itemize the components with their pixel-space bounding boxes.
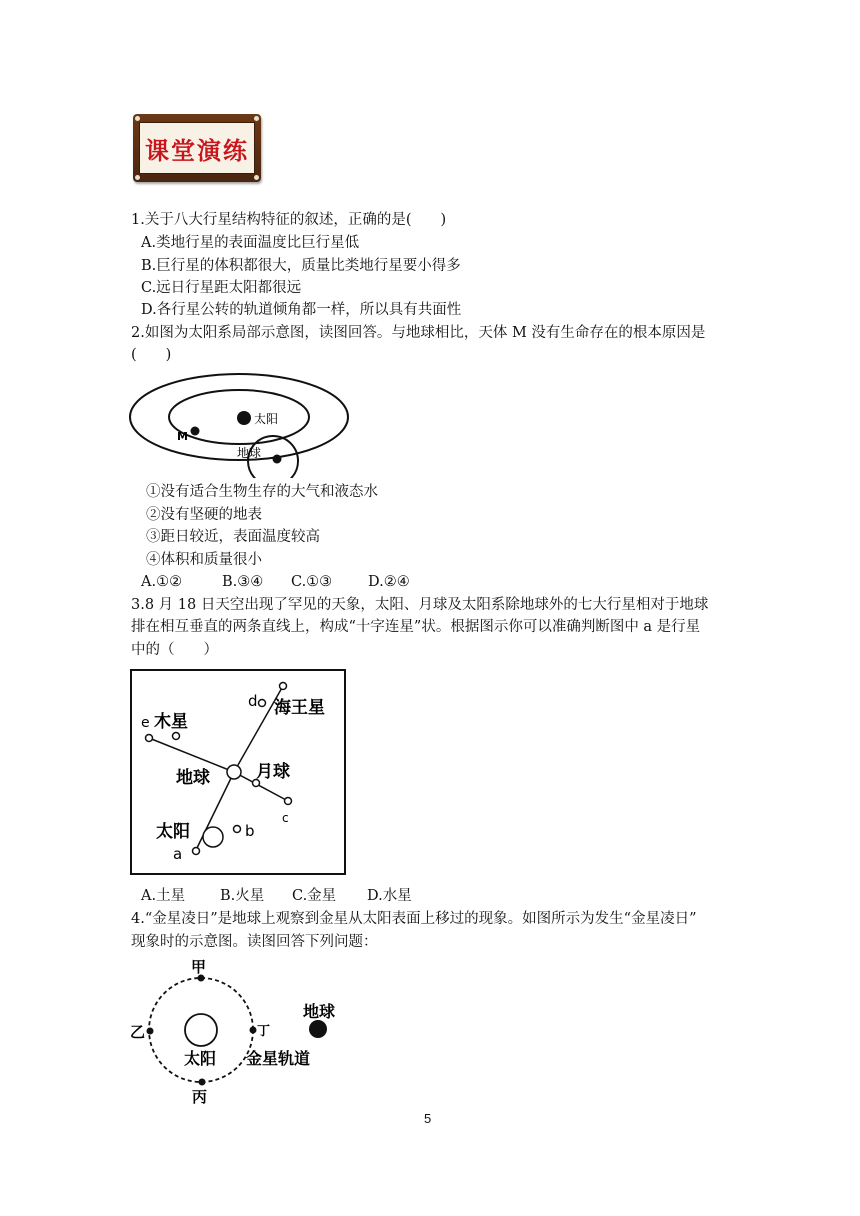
sun-label: 太阳 <box>254 412 279 426</box>
page-number: 5 <box>424 1111 432 1126</box>
d-top-marker <box>280 683 287 690</box>
d-label: d <box>248 692 258 710</box>
q2-stem-line2: ( ) <box>131 347 172 363</box>
section-banner <box>133 114 261 182</box>
q2-option-a: A.①② <box>141 574 183 590</box>
earth-label: 地球 <box>176 768 210 788</box>
q3-option-c: C.金星 <box>292 888 337 904</box>
q3-stem-line3: 中的（ ） <box>131 642 218 658</box>
jupiter-label: 木星 <box>154 712 188 732</box>
q3-option-b: B.火星 <box>220 888 265 904</box>
sun-marker <box>237 411 251 425</box>
q1-stem: 1.关于八大行星结构特征的叙述，正确的是( ) <box>131 212 447 228</box>
yi-marker <box>147 1028 154 1035</box>
sun-label: 太阳 <box>156 822 190 842</box>
banner-title: 课堂演练 <box>145 136 249 165</box>
b-label: b <box>245 822 255 840</box>
moon-label: 月球 <box>256 762 290 782</box>
jupiter-marker <box>173 733 180 740</box>
orbit-label: 金星轨道 <box>246 1049 311 1068</box>
q2-statement-3: ③距日较近，表面温度较高 <box>146 529 320 545</box>
c-marker <box>285 798 292 805</box>
venus-transit-diagram <box>128 954 348 1104</box>
m-label: M <box>177 430 188 443</box>
q4-stem-line2: 现象时的示意图。读图回答下列问题： <box>131 934 378 950</box>
cross-alignment-diagram <box>130 669 346 875</box>
jia-label: 甲 <box>191 958 207 976</box>
earth-marker <box>273 455 282 464</box>
ding-label: 丁 <box>257 1024 271 1039</box>
sun-marker <box>203 827 223 847</box>
q4-stem-line1: 4.“金星凌日”是地球上观察到金星从太阳表面上移过的现象。如图所示为发生“金星凌日” <box>131 911 697 927</box>
q1-option-a: A.类地行星的表面温度比巨行星低 <box>141 235 360 251</box>
yi-label: 乙 <box>130 1023 146 1041</box>
q1-option-d: D.各行星公转的轨道倾角都一样，所以具有共面性 <box>141 302 462 318</box>
a-label: a <box>173 845 183 863</box>
earth-label: 地球 <box>237 446 262 460</box>
m-marker <box>191 427 200 436</box>
neptune-label: 海王星 <box>274 698 325 718</box>
q2-stem-line1: 2.如图为太阳系局部示意图，读图回答。与地球相比，天体 M 没有生命存在的根本原因是 <box>131 325 706 341</box>
q3-stem-line1: 3.8 月 18 日天空出现了罕见的天象，太阳、月球及太阳系除地球外的七大行星相对于地球 <box>131 597 709 613</box>
q1-option-b: B.巨行星的体积都很大，质量比类地行星要小得多 <box>141 258 461 274</box>
e-label: e <box>141 715 150 731</box>
ding-marker <box>250 1027 257 1034</box>
q2-option-d: D.②④ <box>368 574 410 590</box>
q2-statement-2: ②没有坚硬的地表 <box>146 507 262 523</box>
q1-option-c: C.远日行星距太阳都很远 <box>141 280 302 296</box>
c-label: c <box>282 811 289 825</box>
q2-option-b: B.③④ <box>222 574 264 590</box>
q2-statement-4: ④体积和质量很小 <box>146 552 262 568</box>
q3-option-a: A.土星 <box>141 888 186 904</box>
b-marker <box>234 826 241 833</box>
bing-marker <box>199 1079 206 1086</box>
earth-marker <box>227 765 241 779</box>
earth-marker <box>309 1020 327 1038</box>
a-marker <box>193 848 200 855</box>
earth-label: 地球 <box>303 1002 336 1021</box>
sun-marker <box>185 1014 217 1046</box>
q2-option-c: C.①③ <box>291 574 333 590</box>
neptune-marker <box>259 700 266 707</box>
q3-stem-line2: 排在相互垂直的两条直线上，构成“十字连星”状。根据图示你可以准确判断图中 a 是行星 <box>131 619 701 635</box>
sun-label: 太阳 <box>184 1049 217 1068</box>
solar-system-diagram <box>128 372 352 478</box>
e-marker <box>146 735 153 742</box>
q2-statement-1: ①没有适合生物生存的大气和液态水 <box>146 484 378 500</box>
bing-label: 丙 <box>192 1088 208 1104</box>
q3-option-d: D.水星 <box>367 888 412 904</box>
